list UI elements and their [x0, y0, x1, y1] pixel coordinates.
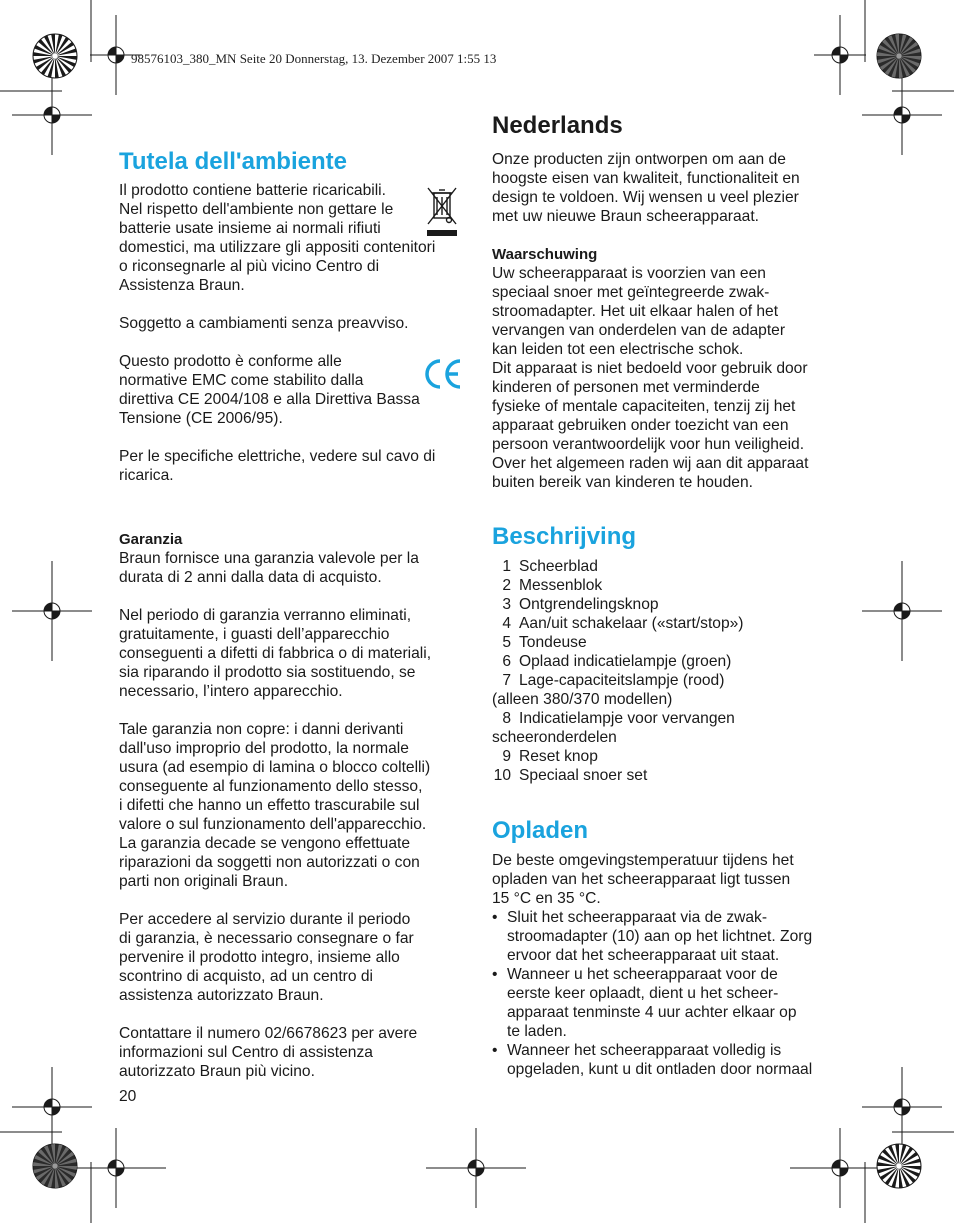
text-line: apparaat tenminste 4 uur achter elkaar op — [507, 1004, 797, 1021]
text-line: scontrino di acquisto, ad un centro di — [119, 968, 373, 985]
text-line: informazioni sul Centro di assistenza — [119, 1044, 373, 1061]
text-line: ervoor dat het scheerapparaat uit staat. — [507, 947, 780, 964]
warranty-section — [119, 530, 431, 1081]
text-line: Nel rispetto dell'ambiente non gettare le — [119, 201, 394, 218]
text-line: durata di 2 anni dalla data di acquisto. — [119, 569, 382, 586]
spec-paragraph — [119, 447, 435, 485]
text-line: dall'uso improprio del prodotto, la normale — [119, 740, 409, 757]
text-line: stroomadapter. Het uit elkaar halen of het — [492, 303, 779, 320]
list-item — [492, 576, 744, 595]
text-line: di garanzia, è necessario consegnare o far — [119, 930, 414, 947]
text-line: Nel periodo di garanzia verranno eliminati, — [119, 607, 412, 624]
text-line: parti non originali Braun. — [119, 873, 289, 890]
text-line: persoon verantwoordelijk voor hun veiligheid. — [492, 436, 805, 453]
text-line: met uw nieuwe Braun scheerapparaat. — [492, 208, 759, 225]
section-title-tutela: Tutela dell'ambiente — [119, 148, 347, 175]
item-label: Tondeuse — [519, 634, 587, 651]
intro-paragraph — [492, 150, 800, 226]
text-line: Onze producten zijn ontworpen om aan de — [492, 151, 786, 168]
printer-star-target-icon — [877, 34, 921, 78]
page-number: 20 — [119, 1088, 137, 1105]
item-continuation: scheeronderdelen — [492, 729, 617, 746]
text-line: kan leiden tot een electrische schok. — [492, 341, 744, 358]
text-line: eerste keer oplaadt, dient u het scheer- — [507, 985, 779, 1002]
bullet-text — [507, 908, 812, 965]
text-line: opgeladen, kunt u dit ontladen door normaal — [507, 1061, 813, 1078]
text-line: Per accedere al servizio durante il periodo — [119, 911, 411, 928]
text-line: Uw scheerapparaat is voorzien van een — [492, 265, 766, 282]
notice-paragraph — [119, 314, 409, 333]
text-line: buiten bereik van kinderen te houden. — [492, 474, 753, 491]
list-item — [492, 633, 744, 652]
warning-section — [492, 245, 808, 492]
text-line: speciaal snoer met geïntegreerde zwak- — [492, 284, 770, 301]
text-line: Questo prodotto è conforme alle — [119, 353, 342, 370]
text-line: design te voldoen. Wij wensen u veel plezier — [492, 189, 799, 206]
crossed-out-wheeled-bin-icon — [425, 186, 459, 238]
text-line: kinderen of personen met verminderde — [492, 379, 760, 396]
bullet-text — [507, 965, 797, 1041]
item-continuation: (alleen 380/370 modellen) — [492, 691, 673, 708]
text-line: hoogste eisen van kwaliteit, functionaliteit en — [492, 170, 800, 187]
section-title-opladen: Opladen — [492, 817, 589, 844]
text-line: Braun fornisce una garanzia valevole per la — [119, 550, 419, 567]
text-line: opladen van het scheerapparaat ligt tussen — [492, 871, 791, 888]
text-line: direttiva CE 2004/108 e alla Direttiva Bassa — [119, 391, 420, 408]
item-label: Lage-capaciteitslampje (rood) — [519, 672, 725, 689]
text-line: assistenza autorizzato Braun. — [119, 987, 324, 1004]
printer-star-target-icon — [33, 1144, 77, 1188]
item-label: Ontgrendelingsknop — [519, 596, 659, 613]
charge-intro — [492, 851, 794, 908]
registration-crosshair-icon — [426, 1128, 526, 1208]
item-number: 8 — [502, 710, 511, 727]
text-line: ricarica. — [119, 467, 174, 484]
text-line: stroomadapter (10) aan op het lichtnet. Zorg — [507, 928, 813, 945]
subheading-garanzia: Garanzia — [119, 531, 183, 548]
text-line: gratuitamente, i guasti dell’apparecchio — [119, 626, 390, 643]
text-line: apparaat gebruiken onder toezicht van een — [492, 417, 789, 434]
text-line: necessario, l’intero apparecchio. — [119, 683, 343, 700]
item-number: 6 — [502, 653, 511, 670]
item-number: 7 — [502, 672, 511, 689]
text-line: domestici, ma utilizzare gli appositi contenitori — [119, 239, 436, 256]
text-line: Soggetto a cambiamenti senza preavviso. — [119, 315, 409, 332]
item-number: 2 — [502, 577, 511, 594]
item-label: Reset knop — [519, 748, 598, 765]
list-item — [492, 614, 744, 633]
list-item — [492, 766, 744, 785]
list-item — [492, 671, 744, 690]
section-title-beschrijving: Beschrijving — [492, 523, 637, 550]
registration-crosshair-icon — [862, 561, 942, 661]
item-label: Indicatielampje voor vervangen — [519, 710, 735, 727]
text-line: fysieke of mentale capaciteiten, tenzij zij het — [492, 398, 796, 415]
bullet-item — [492, 908, 812, 965]
text-line: autorizzato Braun più vicino. — [119, 1063, 315, 1080]
ce-mark-icon — [422, 357, 464, 391]
text-line: vervangen van onderdelen van de adapter — [492, 322, 786, 339]
printer-star-target-icon — [33, 34, 77, 78]
text-line: sia riparando il prodotto sia sostituendo, se — [119, 664, 416, 681]
item-label: Aan/uit schakelaar («start/stop») — [519, 615, 744, 632]
text-line: o riconsegnarle al più vicino Centro di — [119, 258, 380, 275]
subheading-waarschuwing: Waarschuwing — [492, 246, 598, 263]
list-item — [492, 709, 744, 728]
text-line: usura (ad esempio di lamina o blocco coltelli) — [119, 759, 431, 776]
text-line: normative EMC come stabilito dalla — [119, 372, 364, 389]
print-header: 98576103_380_MN Seite 20 Donnerstag, 13. Dezember 2007 1:55 13 — [131, 51, 497, 66]
registration-crosshair-icon — [862, 1067, 942, 1147]
text-line: Contattare il numero 02/6678623 per avere — [119, 1025, 418, 1042]
text-line: Wanneer het scheerapparaat volledig is — [507, 1042, 782, 1059]
text-line: Tensione (CE 2006/95). — [119, 410, 283, 427]
charge-bullets — [492, 908, 812, 1079]
item-label: Oplaad indicatielampje (groen) — [519, 653, 732, 670]
text-line: La garanzia decade se vengono effettuate — [119, 835, 411, 852]
item-number: 9 — [502, 748, 511, 765]
registration-crosshair-icon — [814, 15, 866, 95]
registration-crosshair-icon — [12, 561, 92, 661]
bullet-dot: • — [492, 1042, 498, 1059]
registration-crosshair-icon — [12, 75, 92, 155]
list-item — [492, 557, 744, 576]
list-item — [492, 747, 744, 766]
item-label: Messenblok — [519, 577, 603, 594]
bullet-text — [507, 1041, 812, 1079]
bullet-dot: • — [492, 966, 498, 983]
item-number: 3 — [502, 596, 511, 613]
list-item — [492, 595, 744, 614]
item-label: Scheerblad — [519, 558, 598, 575]
text-line: conseguente al funzionamento dello stesso, — [119, 778, 423, 795]
text-line: Assistenza Braun. — [119, 277, 245, 294]
item-number: 5 — [502, 634, 511, 651]
battery-paragraph — [119, 181, 435, 295]
item-number: 4 — [502, 615, 511, 632]
ce-paragraph — [119, 352, 420, 428]
text-line: batterie usate insieme ai normali rifiuti — [119, 220, 381, 237]
item-number: 1 — [502, 558, 511, 575]
registration-crosshair-icon — [12, 1067, 92, 1147]
text-line: te laden. — [507, 1023, 567, 1040]
text-line: Sluit het scheerapparaat via de zwak- — [507, 909, 768, 926]
registration-crosshair-icon — [790, 1128, 890, 1208]
registration-crosshair-icon — [862, 75, 942, 155]
text-line: Il prodotto contiene batterie ricaricabili. — [119, 182, 386, 199]
bullet-item — [492, 965, 812, 1041]
text-line: pervenire il prodotto integro, insieme allo — [119, 949, 400, 966]
text-line: Dit apparaat is niet bedoeld voor gebruik door — [492, 360, 808, 377]
text-line: conseguenti a difetti di fabbrica o di materiali, — [119, 645, 432, 662]
text-line: De beste omgevingstemperatuur tijdens het — [492, 852, 794, 869]
description-list — [492, 557, 744, 785]
item-number: 10 — [493, 767, 511, 784]
text-line: riparazioni da soggetti non autorizzati o con — [119, 854, 420, 871]
text-line: Over het algemeen raden wij aan dit apparaat — [492, 455, 809, 472]
text-line: valore o sul funzionamento dell'apparecchio. — [119, 816, 427, 833]
item-label: Speciaal snoer set — [519, 767, 648, 784]
list-item — [492, 652, 744, 671]
registration-crosshair-icon — [66, 1128, 166, 1208]
bullet-dot: • — [492, 909, 498, 926]
text-line: Tale garanzia non copre: i danni derivanti — [119, 721, 404, 738]
text-line: 15 °C en 35 °C. — [492, 890, 601, 907]
bullet-item — [492, 1041, 812, 1079]
text-line: i difetti che hanno un effetto trascurabile sul — [119, 797, 420, 814]
printer-star-target-icon — [877, 1144, 921, 1188]
text-line: Wanneer u het scheerapparaat voor de — [507, 966, 778, 983]
text-line: Per le specifiche elettriche, vedere sul cavo di — [119, 448, 436, 465]
section-title-nederlands: Nederlands — [492, 112, 623, 139]
